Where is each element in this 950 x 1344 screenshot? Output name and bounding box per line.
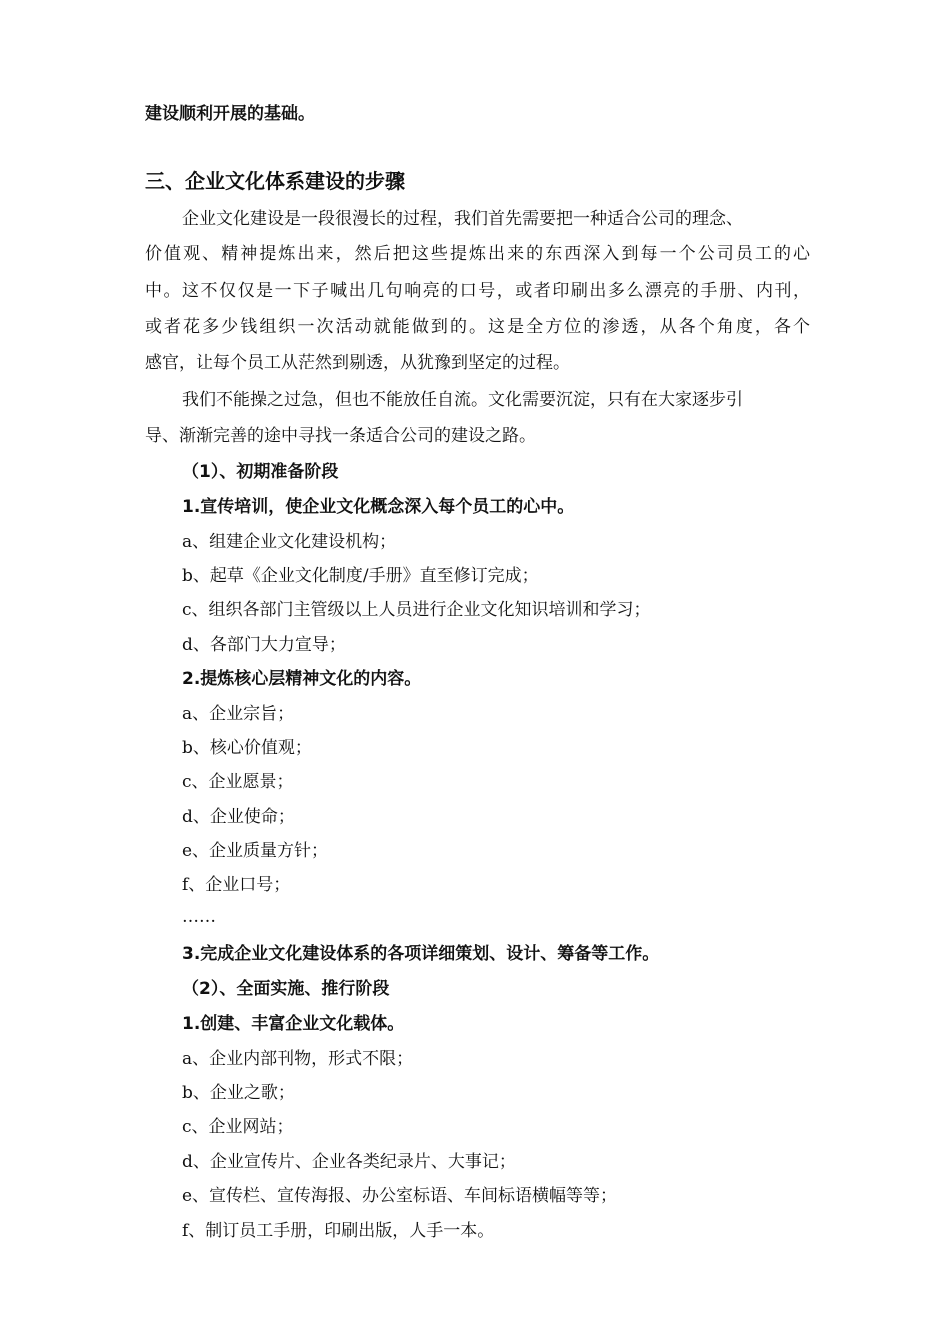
list-item: e、宣传栏、宣传海报、办公室标语、车间标语横幅等等； — [182, 1186, 618, 1206]
ellipsis-line: …… — [182, 907, 216, 927]
step-2-heading: 2.提炼核心层精神文化的内容。 — [182, 669, 422, 689]
paragraph-2-line-1: 我们不能操之过急，但也不能放任自流。文化需要沉淀，只有在大家逐步引 — [182, 390, 743, 410]
paragraph-1-line-5: 感官，让每个员工从茫然到剔透，从犹豫到坚定的过程。 — [145, 353, 570, 373]
list-item: d、各部门大力宣导； — [182, 635, 346, 655]
list-item: c、组织各部门主管级以上人员进行企业文化知识培训和学习； — [182, 600, 651, 620]
paragraph-1-line-2: 价值观、精神提炼出来，然后把这些提炼出来的东西深入到每一个公司员工的心 — [145, 244, 810, 264]
stage-2-heading: （2）、全面实施、推行阶段 — [182, 979, 390, 999]
paragraph-1-line-1: 企业文化建设是一段很漫长的过程，我们首先需要把一种适合公司的理念、 — [182, 209, 743, 229]
list-item: c、企业网站； — [182, 1117, 294, 1137]
paragraph-tail-line: 建设顺利开展的基础。 — [145, 104, 315, 124]
list-item: d、企业宣传片、企业各类纪录片、大事记； — [182, 1152, 516, 1172]
step-3-heading: 3.完成企业文化建设体系的各项详细策划、设计、筹备等工作。 — [182, 944, 660, 964]
list-item: a、企业宗旨； — [182, 704, 295, 724]
list-item: a、企业内部刊物，形式不限； — [182, 1049, 414, 1069]
list-item: c、企业愿景； — [182, 772, 294, 792]
paragraph-1-line-3: 中。这不仅仅是一下子喊出几句响亮的口号，或者印刷出多么漂亮的手册、内刊， — [145, 281, 810, 301]
list-item: f、制订员工手册，印刷出版，人手一本。 — [182, 1221, 495, 1241]
list-item: d、企业使命； — [182, 807, 295, 827]
list-item: b、起草《企业文化制度/手册》直至修订完成； — [182, 566, 539, 586]
list-item: a、组建企业文化建设机构； — [182, 532, 397, 552]
stage-1-heading: （1）、初期准备阶段 — [182, 462, 339, 482]
section-heading: 三、企业文化体系建设的步骤 — [145, 169, 405, 193]
paragraph-1-line-4: 或者花多少钱组织一次活动就能做到的。这是全方位的渗透，从各个角度，各个 — [145, 317, 810, 337]
step-1-heading: 1.宣传培训，使企业文化概念深入每个员工的心中。 — [182, 497, 575, 517]
stage-2-step-1-heading: 1.创建、丰富企业文化载体。 — [182, 1014, 405, 1034]
list-item: f、企业口号； — [182, 875, 291, 895]
list-item: b、企业之歌； — [182, 1083, 295, 1103]
paragraph-2-line-2: 导、渐渐完善的途中寻找一条适合公司的建设之路。 — [145, 426, 536, 446]
list-item: b、核心价值观； — [182, 738, 312, 758]
list-item: e、企业质量方针； — [182, 841, 329, 861]
